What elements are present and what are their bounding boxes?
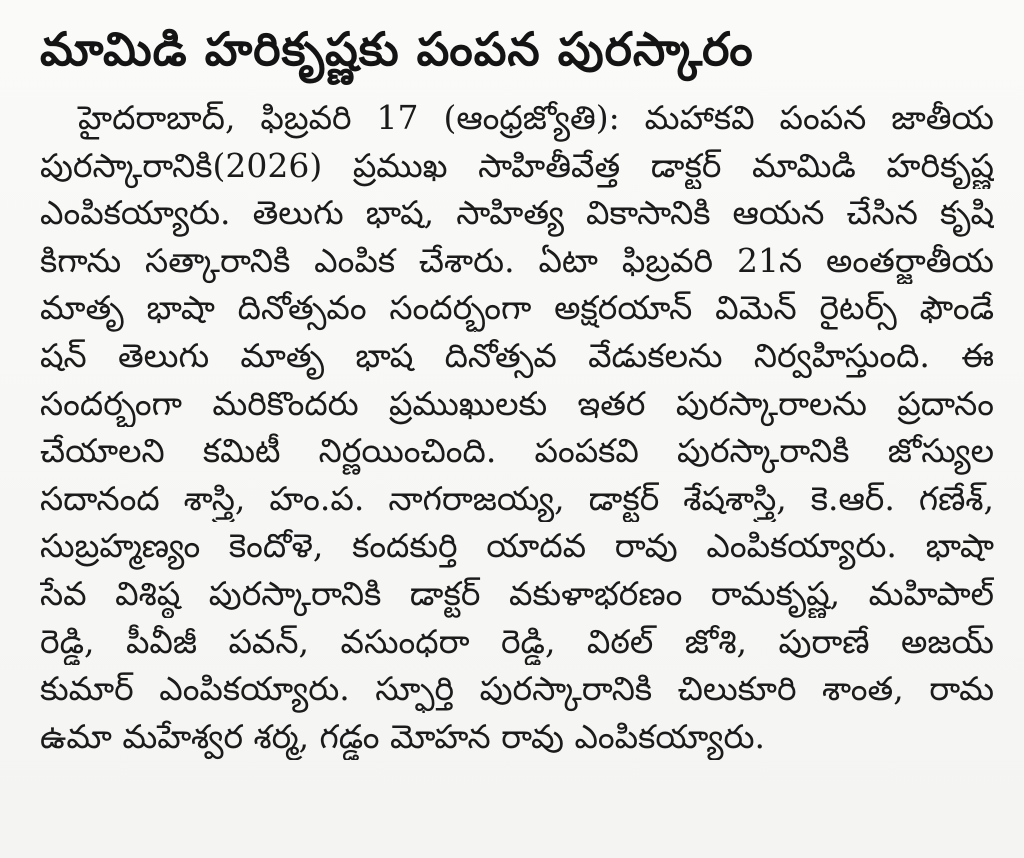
article-line-4: కిగాను సత్కారానికి ఎంపిక చేశారు. ఏటా ఫిబ్రవరి 21న అంతర్జాతీయ bbox=[40, 240, 994, 280]
article-line-3: ఎంపికయ్యారు. తెలుగు భాష, సాహిత్య వికాసానికి ఆయన చేసిన కృషి bbox=[40, 193, 994, 233]
article-line-1: హైదరాబాద్, ఫిబ్రవరి 17 (ఆంధ్రజ్యోతి): మహాకవి పంపన జాతీయ bbox=[78, 98, 994, 137]
article-line-12: రెడ్డి, పీవీజీ పవన్, వసుంధరా రెడ్డి, విఠల్ జోశి, పురాణే అజయ్ bbox=[40, 621, 994, 661]
article-line-13: కుమార్ ఎంపికయ్యారు. స్ఫూర్తి పురస్కారానికి చిలుకూరి శాంత, రామ bbox=[40, 669, 994, 709]
article-line-11: సేవ విశిష్ఠ పురస్కారానికి డాక్టర్ వకుళాభరణం రామకృష్ణ, మహిపాల్ bbox=[40, 573, 994, 613]
article-line-9: సదానంద శాస్త్రి, హం.ప. నాగరాజయ్య, డాక్టర్ శేషశాస్త్రి, కె.ఆర్. గణేశ్, bbox=[40, 478, 994, 518]
article-line-5: మాతృ భాషా దినోత్సవం సందర్భంగా అక్షరయాన్ విమెన్ రైటర్స్ ఫౌండే bbox=[40, 288, 994, 328]
article-line-7: సందర్భంగా మరికొందరు ప్రముఖులకు ఇతర పురస్కారాలను ప్రదానం bbox=[40, 383, 994, 423]
headline: మామిడి హరికృష్ణకు పంపన పురస్కారం bbox=[40, 22, 754, 76]
article-line-14: ఉమా మహేశ్వర శర్మ, గడ్డం మోహన రావు ఎంపికయ్యారు. bbox=[40, 716, 765, 756]
article-line-10: సుబ్రహ్మణ్యం కెందోళె, కందకుర్తి యాదవ రావు ఎంపికయ్యారు. భాషా bbox=[40, 526, 994, 566]
article-body bbox=[40, 94, 994, 760]
article-line-8: చేయాలని కమిటీ నిర్ణయించింది. పంపకవి పురస్కారానికి జోస్యుల bbox=[40, 431, 994, 471]
article-line-2: పురస్కారానికి(2026) ప్రముఖ సాహితీవేత్త డాక్టర్ మామిడి హరికృష్ణ bbox=[40, 145, 994, 185]
article-line-6: షన్ తెలుగు మాతృ భాష దినోత్సవ వేడుకలను నిర్వహిస్తుంది. ఈ bbox=[40, 335, 994, 375]
